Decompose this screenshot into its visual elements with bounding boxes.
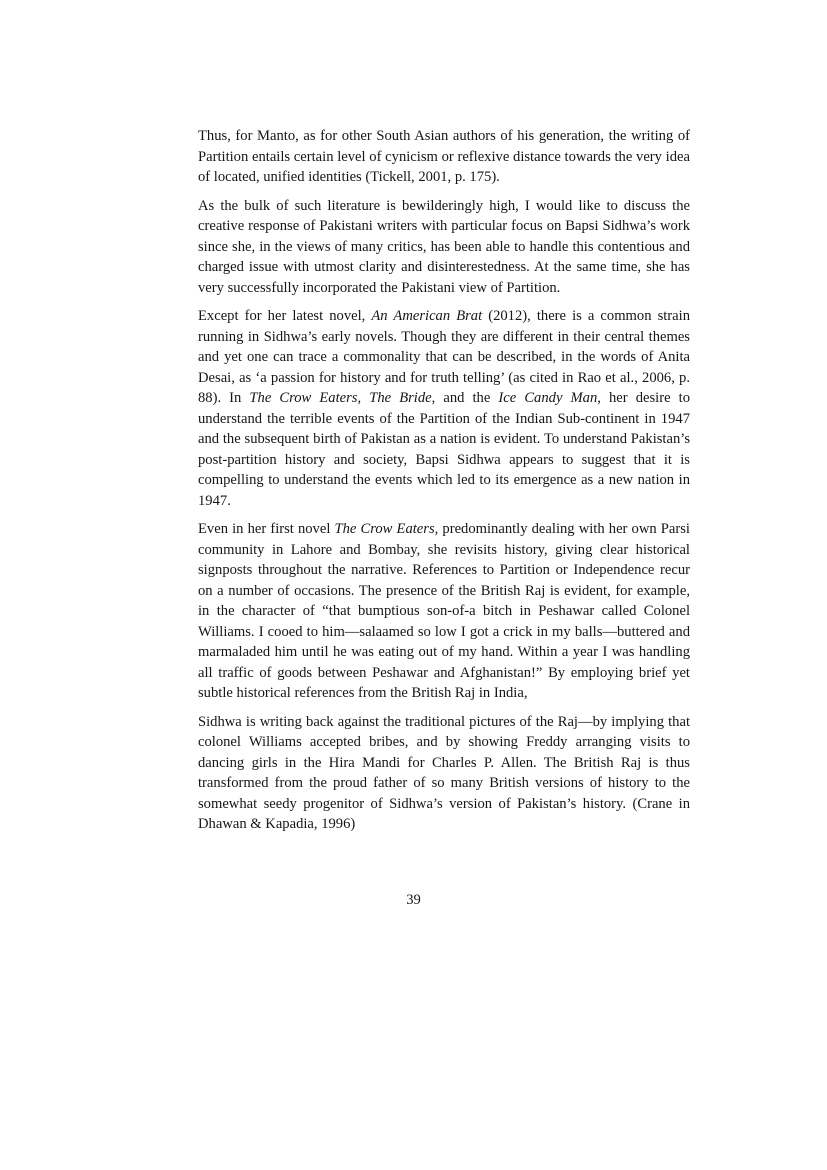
text-segment: Even in her first novel (198, 521, 335, 537)
page-number: 39 (406, 892, 421, 908)
book-title: The Crow Eaters (334, 521, 435, 537)
text-segment: , and the (431, 390, 499, 406)
book-title: Ice Candy Man (498, 390, 598, 406)
text-segment: Except for her latest novel, (198, 308, 372, 324)
book-title: The Crow Eaters (249, 390, 358, 406)
block-quote (198, 712, 690, 835)
book-title: An American Brat (371, 308, 483, 324)
text-segment: Sidhwa is writing back against the traditional pictures of the Raj—by implying that colonel Williams accepted bribes, and by showing Freddy arranging visits to dancing girls in the Hira Mandi for Charles P. Allen. The British Raj is thus transformed from the proud father of so many British versions of history to the somewhat seedy progenitor of Sidhwa’s version of Pakistan’s history. (Crane in Dhawan & Kapadia, 1996) (198, 713, 690, 832)
text-segment: (2012), there is a common strain running in Sidhwa’s early novels. Though they are different in their central themes and yet one can trace a commonality that can be described, in the words of Anita Desai, as ‘a passion for history and for truth telling’ (as cited in Rao et al., 2006, p. 88). In (198, 308, 690, 406)
paragraph (198, 126, 690, 188)
book-title: The Bride (369, 390, 432, 406)
body-text (198, 126, 690, 835)
text-segment: , (357, 390, 370, 406)
text-segment: , her desire to understand the terrible events of the Partition of the Indian Sub-continent in 1947 and the subsequent birth of Pakistan as a nation is evident. To understand Pakistan’s post-partition history and society, Bapsi Sidhwa appears to suggest that it is compelling to understand the events which led to its emergence as a new nation in 1947. (198, 390, 690, 509)
text-segment: , predominantly dealing with her own Parsi community in Lahore and Bombay, she revisits history, giving clear historical signposts throughout the narrative. References to Partition or Independence recur on a number of occasions. The presence of the British Raj is evident, for example, in the character of “that bumptious son-of-a bitch in Peshawar called Colonel Williams. I cooed to him—salaamed so low I got a crick in my balls—buttered and marmaladed him until he was eating out of my hand. Within a year I was handling all traffic of goods between Peshawar and Afghanistan!” By employing brief yet subtle historical references from the British Raj in India, (198, 521, 690, 701)
text-segment: Thus, for Manto, as for other South Asian authors of his generation, the writing of Partition entails certain level of cynicism or reflexive distance towards the very idea of located, unified identities (Tickell, 2001, p. 175). (198, 128, 690, 185)
paragraph (198, 306, 690, 511)
text-segment: As the bulk of such literature is bewilderingly high, I would like to discuss the creative response of Pakistani writers with particular focus on Bapsi Sidhwa’s work since she, in the views of many critics, has been able to handle this contentious and charged issue with utmost clarity and disinterestedness. At the same time, she has very successfully incorporated the Pakistani view of Partition. (198, 197, 690, 296)
paragraph (198, 519, 690, 704)
paragraph (198, 196, 690, 299)
